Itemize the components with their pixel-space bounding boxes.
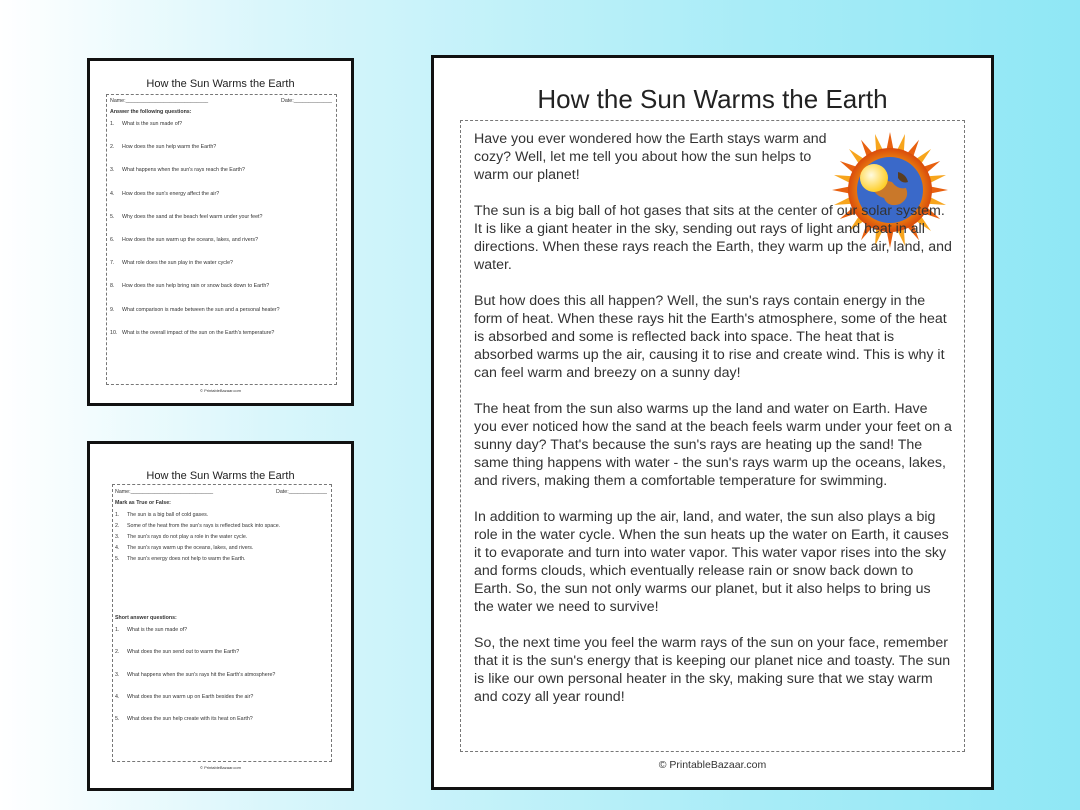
item-text: The sun's energy does not help to warm the Earth. — [127, 556, 246, 562]
name-label: Name:____________________________ — [115, 489, 214, 495]
item-number: 1. — [115, 512, 120, 518]
question-text: What role does the sun play in the water cycle? — [122, 260, 233, 267]
item-number: 3. — [115, 534, 120, 540]
worksheet-truefalse-thumbnail[interactable] — [87, 441, 354, 791]
short-answer-section — [115, 615, 327, 738]
passage-paragraph: But how does this all happen? Well, the sun's rays contain energy in the form of heat. When these rays hit the Earth's atmosphere, some of the heat is absorbed and some is reflected back into space. The heat that is absorbed warms up the air, causing it to rise and create wind. This is why it can feel warm and breezy on a sunny day! — [474, 293, 947, 381]
passage-body — [474, 130, 954, 724]
question-item — [110, 144, 332, 167]
worksheet-questions-thumbnail[interactable] — [87, 58, 354, 406]
question-number: 7. — [110, 260, 115, 267]
worksheet-title: How the Sun Warms the Earth — [146, 470, 295, 482]
true-false-label: Mark as True or False: — [115, 500, 171, 506]
question-number: 1. — [110, 121, 115, 127]
question-number: 10. — [110, 329, 118, 336]
worksheet-title: How the Sun Warms the Earth — [146, 78, 295, 90]
item-text: The sun's rays do not play a role in the water cycle. — [127, 534, 248, 540]
question-item — [110, 307, 332, 330]
worksheet-footer: © PrintableBazaar.com — [200, 388, 241, 393]
question-text: What is the overall impact of the sun on the Earth's temperature? — [122, 329, 275, 336]
question-number: 2. — [110, 144, 115, 151]
question-text: How does the sun help warm the Earth? — [122, 144, 217, 151]
item-text: What does the sun warm up on Earth besides the air? — [127, 693, 254, 700]
item-text: What does the sun send out to warm the Earth? — [127, 649, 240, 656]
true-false-item — [115, 534, 327, 545]
true-false-item — [115, 523, 327, 534]
passage-paragraph: The sun is a big ball of hot gases that sits at the center of our solar system. It is like a giant heater in the sky, sending out rays of light and heat in all directions. When these rays reach the Earth, they warm up the air, land, and water. — [474, 203, 952, 273]
passage-paragraph: Have you ever wondered how the Earth stays warm and cozy? Well, let me tell you about how the sun helps to warm our planet! — [474, 131, 827, 183]
page-footer: © PrintableBazaar.com — [658, 759, 767, 771]
passage-paragraph: So, the next time you feel the warm rays of the sun on your face, remember that it is the sun's energy that is keeping our planet nice and toasty. The sun is like our own personal heater in the sky, making sure that we stay warm and cozy all year round! — [474, 635, 951, 705]
question-number: 4. — [110, 190, 115, 197]
item-number: 4. — [115, 693, 120, 700]
short-answer-item — [115, 694, 327, 716]
question-item — [110, 214, 332, 237]
question-text: What comparison is made between the sun and a personal heater? — [122, 306, 280, 313]
item-text: The sun's rays warm up the oceans, lakes, and rivers. — [127, 545, 254, 551]
short-answer-item — [115, 649, 327, 671]
question-text: What happens when the sun's rays reach the Earth? — [122, 167, 245, 174]
question-item — [110, 191, 332, 214]
passage-paragraph: The heat from the sun also warms up the land and water on Earth. Have you ever noticed how the sand at the beach feels warm under your feet on a sunny day? That's because the sun's rays are heating up the sand! The same thing happens with water - the sun's rays warm up the oceans, lakes, and rivers, making them a comfortable temperature for swimming. — [474, 401, 952, 489]
true-false-list — [115, 512, 327, 567]
question-text: How does the sun help bring rain or snow back down to Earth? — [122, 283, 270, 290]
item-number: 5. — [115, 556, 120, 562]
section-label: Answer the following questions: — [110, 109, 192, 115]
item-text: What happens when the sun's rays hit the Earth's atmosphere? — [127, 671, 276, 678]
true-false-item — [115, 512, 327, 523]
short-answer-item — [115, 627, 327, 649]
question-item — [110, 330, 332, 353]
question-item — [110, 237, 332, 260]
question-text: How does the sun warm up the oceans, lakes, and rivers? — [122, 236, 259, 243]
question-text: What is the sun made of? — [122, 121, 183, 127]
name-date-row — [110, 98, 332, 104]
question-number: 9. — [110, 306, 115, 313]
worksheet-content — [110, 98, 332, 353]
item-text: What does the sun help create with its heat on Earth? — [127, 716, 253, 723]
item-number: 5. — [115, 716, 120, 723]
name-date-row — [115, 489, 327, 495]
question-number: 3. — [110, 167, 115, 174]
worksheet-footer: © PrintableBazaar.com — [200, 765, 241, 770]
item-number: 4. — [115, 545, 120, 551]
question-text: How does the sun's energy affect the air? — [122, 190, 220, 197]
true-false-item — [115, 556, 327, 567]
item-number: 1. — [115, 627, 120, 633]
item-text: Some of the heat from the sun's rays is reflected back into space. — [127, 523, 281, 529]
question-item — [110, 260, 332, 283]
short-answer-item — [115, 672, 327, 694]
item-text: The sun is a big ball of cold gases. — [127, 512, 209, 518]
date-label: Date:_____________ — [281, 98, 332, 104]
question-item — [110, 167, 332, 190]
question-number: 8. — [110, 283, 115, 290]
question-list — [110, 121, 332, 353]
question-number: 5. — [110, 213, 115, 220]
item-number: 2. — [115, 523, 120, 529]
short-answer-label: Short answer questions: — [115, 615, 177, 621]
item-text: What is the sun made of? — [127, 627, 188, 633]
page-title: How the Sun Warms the Earth — [537, 84, 888, 114]
item-number: 3. — [115, 671, 120, 678]
item-number: 2. — [115, 649, 120, 656]
short-answer-item — [115, 716, 327, 738]
date-label: Date:_____________ — [276, 489, 327, 495]
worksheet-content — [115, 489, 327, 738]
question-item — [110, 121, 332, 144]
question-text: Why does the sand at the beach feel warm under your feet? — [122, 213, 263, 220]
true-false-item — [115, 545, 327, 556]
passage-paragraph: In addition to warming up the air, land, and water, the sun also plays a big role in the water cycle. When the sun heats up the water on Earth, it causes it to evaporate and turn into water vapor. This water vapor rises into the sky and forms clouds, which eventually release rain or snow back down to Earth. So, the sun not only warms our planet, but it also helps to bring us the water we need to survive! — [474, 509, 949, 615]
question-number: 6. — [110, 236, 115, 243]
question-item — [110, 283, 332, 306]
name-label: Name:____________________________ — [110, 98, 209, 104]
reading-passage-page[interactable] — [431, 55, 994, 790]
